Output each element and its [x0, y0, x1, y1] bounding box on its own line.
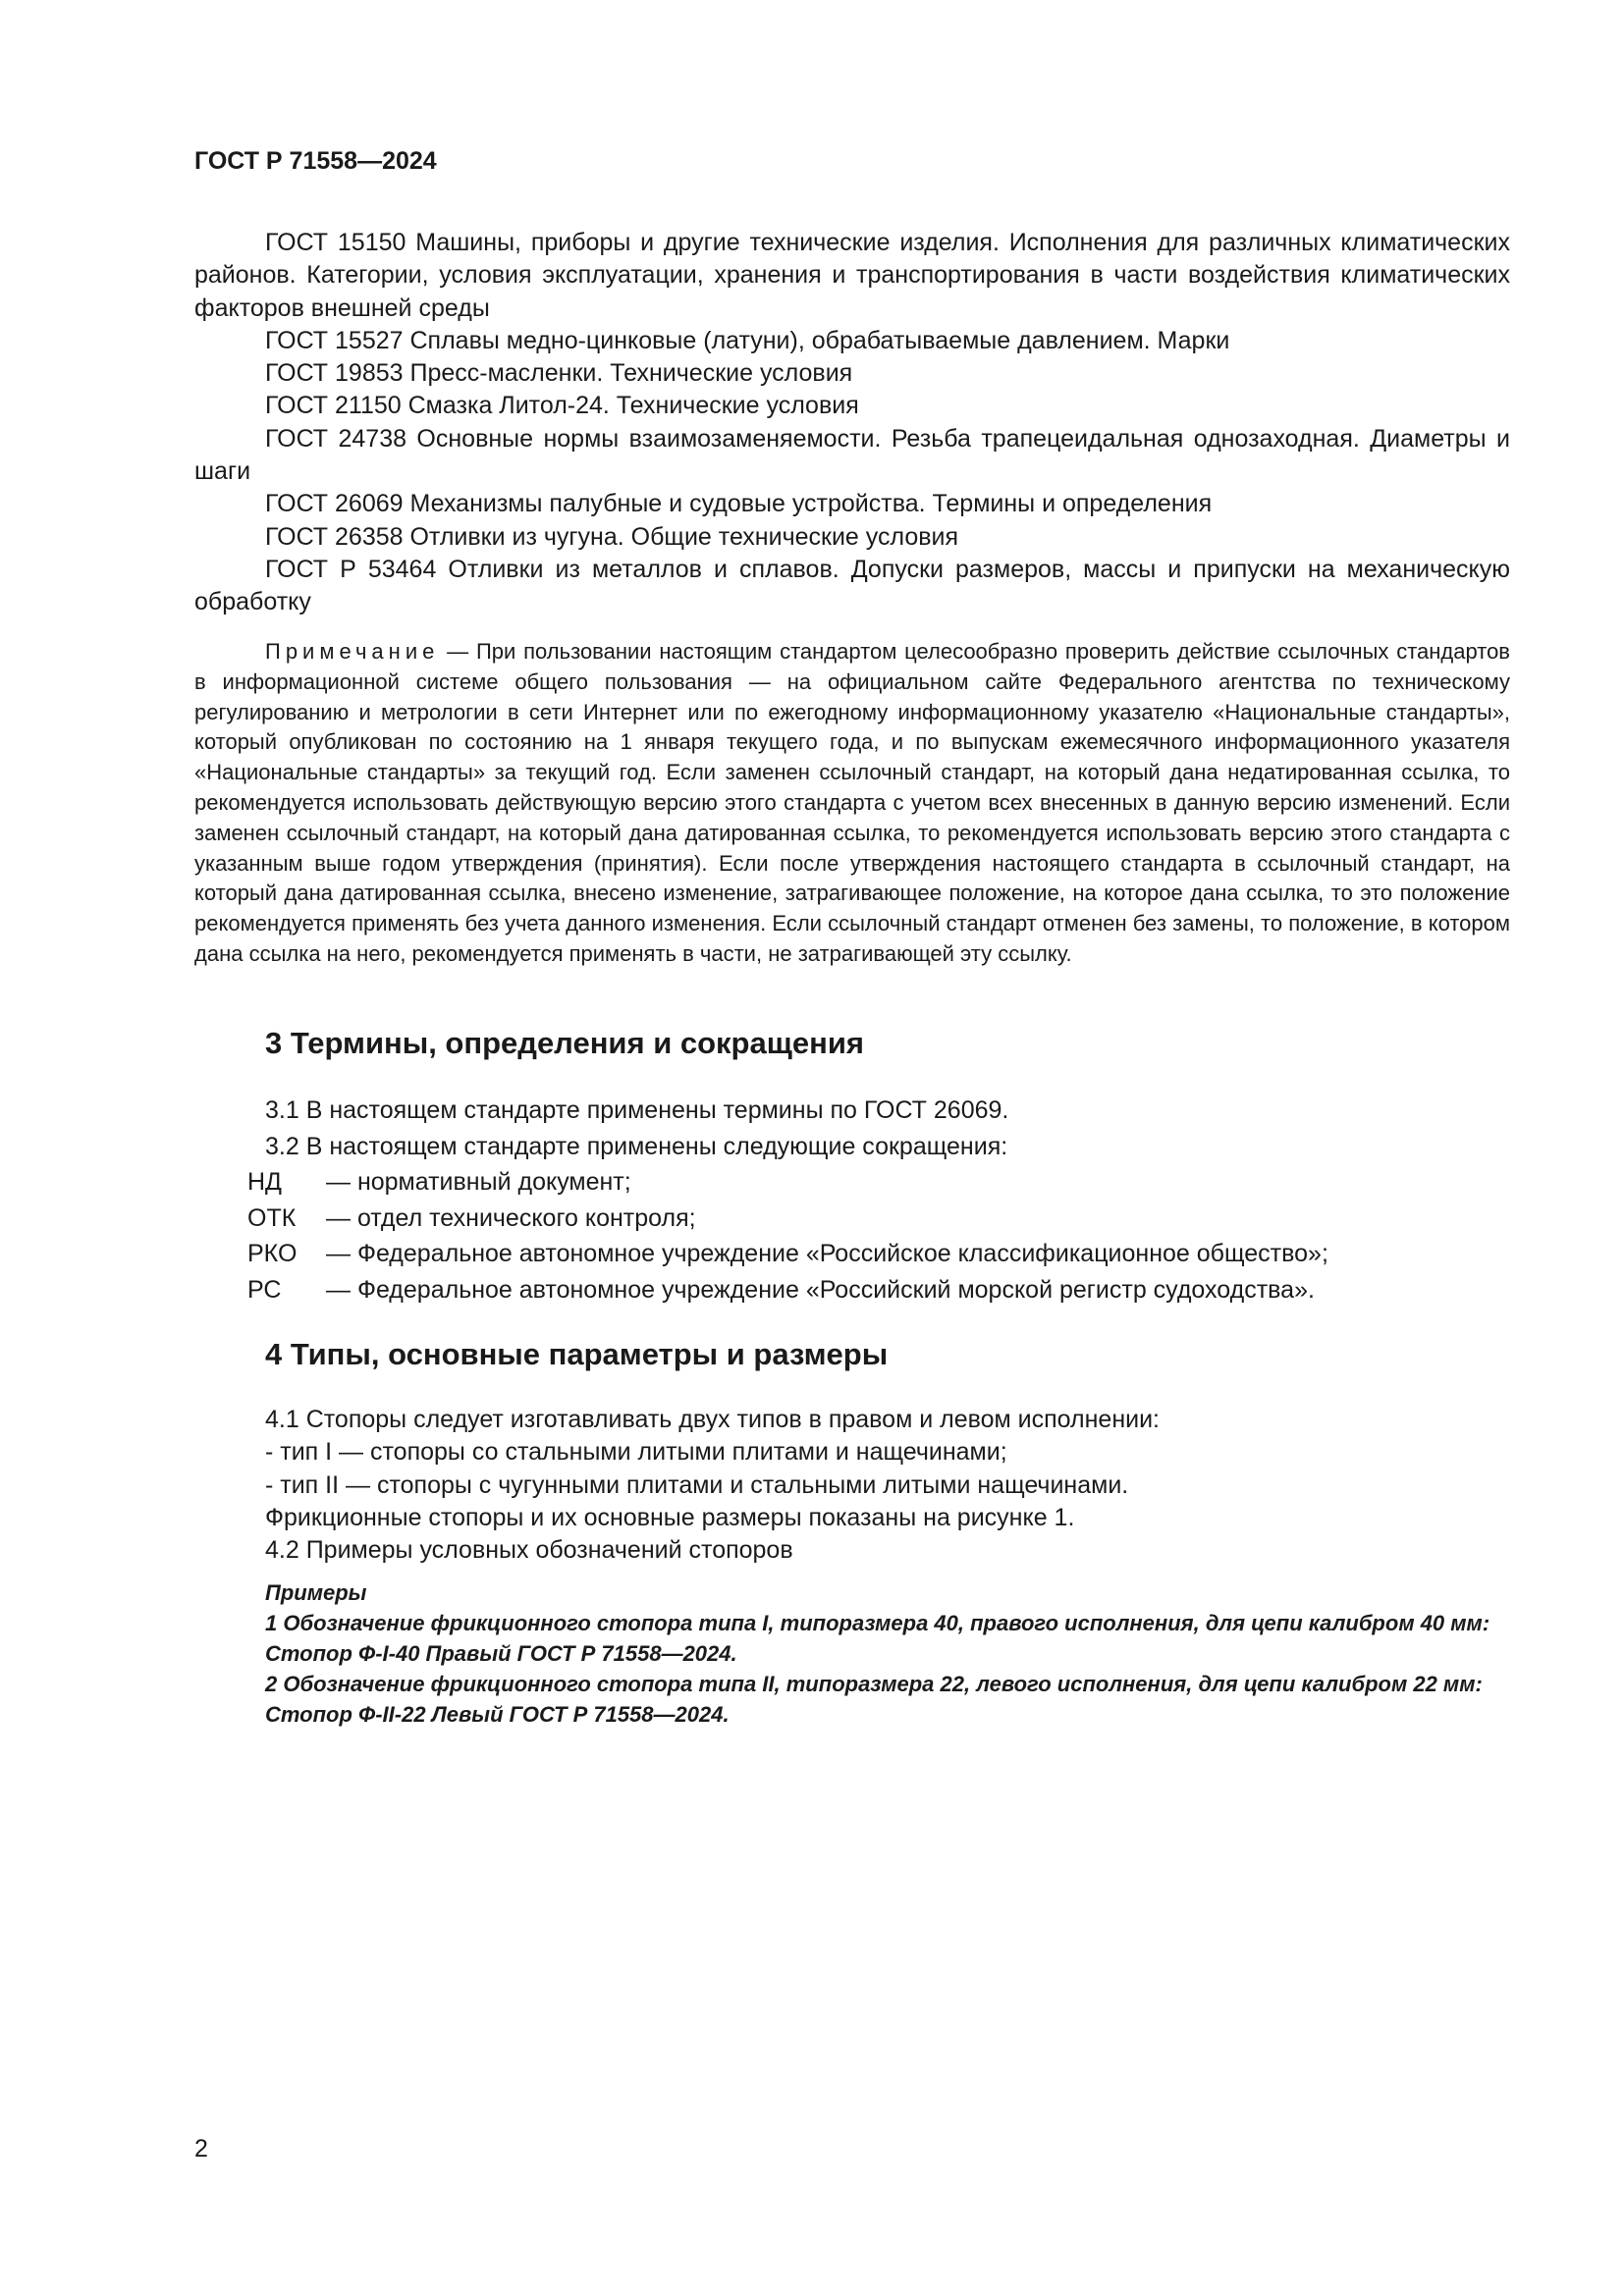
abbreviation-item — [194, 1272, 1510, 1308]
note — [194, 637, 1510, 970]
abbreviation-desc: — отдел технического контроля; — [326, 1203, 696, 1232]
example-item: Стопор Ф-I-40 Правый ГОСТ Р 71558—2024. — [265, 1641, 737, 1666]
abbreviation-desc: — нормативный документ; — [326, 1168, 631, 1196]
list-item: - тип II — стопоры с чугунными плитами и стальными литыми нащечинами. — [265, 1470, 1129, 1499]
abbreviation-key: НД — [247, 1168, 282, 1196]
examples-block — [194, 1577, 1510, 1730]
paragraph: 3.2 В настоящем стандарте применены следующие сокращения: — [265, 1132, 1008, 1160]
paragraph: Фрикционные стопоры и их основные размеры показаны на рисунке 1. — [265, 1503, 1075, 1531]
example-item: 2 Обозначение фрикционного стопора типа II, типоразмера 22, левого исполнения, для цепи калибром 22 мм: — [265, 1672, 1483, 1696]
reference-item: ГОСТ 26069 Механизмы палубные и судовые устройства. Термины и определения — [265, 490, 1213, 518]
paragraph: 4.1 Стопоры следует изготавливать двух типов в правом и левом исполнении: — [265, 1406, 1160, 1433]
abbreviation-key: РС — [247, 1275, 282, 1304]
document-header: ГОСТ Р 71558—2024 — [194, 147, 437, 175]
references-list — [194, 227, 1510, 619]
reference-item: ГОСТ 26358 Отливки из чугуна. Общие технические условия — [265, 522, 959, 551]
abbreviation-item — [194, 1164, 1510, 1201]
section-3-body — [194, 1093, 1510, 1308]
abbreviation-key: ОТК — [247, 1203, 297, 1232]
example-item: 1 Обозначение фрикционного стопора типа I, типоразмера 40, правого исполнения, для цепи калибром 40 мм: — [265, 1611, 1490, 1635]
reference-item: ГОСТ 15150 Машины, приборы и другие технические изделия. Исполнения для различных климатических районов. Категории, условия эксплуатации, хранения и транспортирования в части воздействия климатических факторов внешней среды — [194, 229, 1510, 322]
list-item: - тип I — стопоры со стальными литыми плитами и нащечинами; — [265, 1438, 1007, 1467]
abbreviation-item — [194, 1201, 1510, 1237]
paragraph: 4.2 Примеры условных обозначений стопоров — [265, 1536, 793, 1565]
reference-item: ГОСТ 21150 Смазка Литол-24. Технические условия — [265, 392, 859, 420]
example-item: Стопор Ф-II-22 Левый ГОСТ Р 71558—2024. — [265, 1702, 730, 1727]
reference-item: ГОСТ Р 53464 Отливки из металлов и сплавов. Допуски размеров, массы и припуски на механическую обработку — [194, 555, 1510, 616]
page-number: 2 — [194, 2135, 208, 2163]
abbreviation-desc: — Федеральное автономное учреждение «Российский морской регистр судоходства». — [326, 1275, 1315, 1304]
abbreviation-desc: — Федеральное автономное учреждение «Российское классификационное общество»; — [326, 1240, 1328, 1267]
paragraph: 3.1 В настоящем стандарте применены термины по ГОСТ 26069. — [265, 1096, 1009, 1124]
abbreviation-item — [194, 1236, 1510, 1272]
section-3-heading: 3 Термины, определения и сокращения — [265, 1026, 864, 1060]
reference-item: ГОСТ 15527 Сплавы медно-цинковые (латуни), обрабатываемые давлением. Марки — [265, 326, 1230, 354]
examples-title: Примеры — [265, 1580, 367, 1605]
section-4-heading: 4 Типы, основные параметры и размеры — [265, 1337, 889, 1371]
reference-item: ГОСТ 24738 Основные нормы взаимозаменяемости. Резьба трапецеидальная однозаходная. Диаметры и шаги — [194, 424, 1510, 486]
note-label: Примечание — [265, 639, 440, 664]
abbreviation-key: РКО — [247, 1240, 298, 1267]
note-text: — При пользовании настоящим стандартом целесообразно проверить действие ссылочных стандартов в информационной системе общего пользования — на официальном сайте Федерального агентства по техническому регулированию и метрологии в сети Интернет или по ежегодному информационному указателю «Национальные стандарты», который опубликован по состоянию на 1 января текущего года, и по выпускам ежемесячного информационного указателя «Национальные стандарты» за текущий год. Если заменен ссылочный стандарт, на который дана недатированная ссылка, то рекомендуется использовать действующую версию этого стандарта с учетом всех внесенных в данную версию изменений. Если заменен ссылочный стандарт, на который дана датированная ссылка, то рекомендуется использовать версию этого стандарта с указанным выше годом утверждения (принятия). Если после утверждения настоящего стандарта в ссылочный стандарт, на который дана датированная ссылка, внесено изменение, затрагивающее положение, на которое дана ссылка, то это положение рекомендуется применять без учета данного изменения. Если ссылочный стандарт отменен без замены, то положение, в котором дана ссылка на него, рекомендуется применять в части, не затрагивающей эту ссылку. — [194, 639, 1510, 966]
section-4-body — [194, 1404, 1510, 1567]
reference-item: ГОСТ 19853 Пресс-масленки. Технические условия — [265, 359, 853, 388]
